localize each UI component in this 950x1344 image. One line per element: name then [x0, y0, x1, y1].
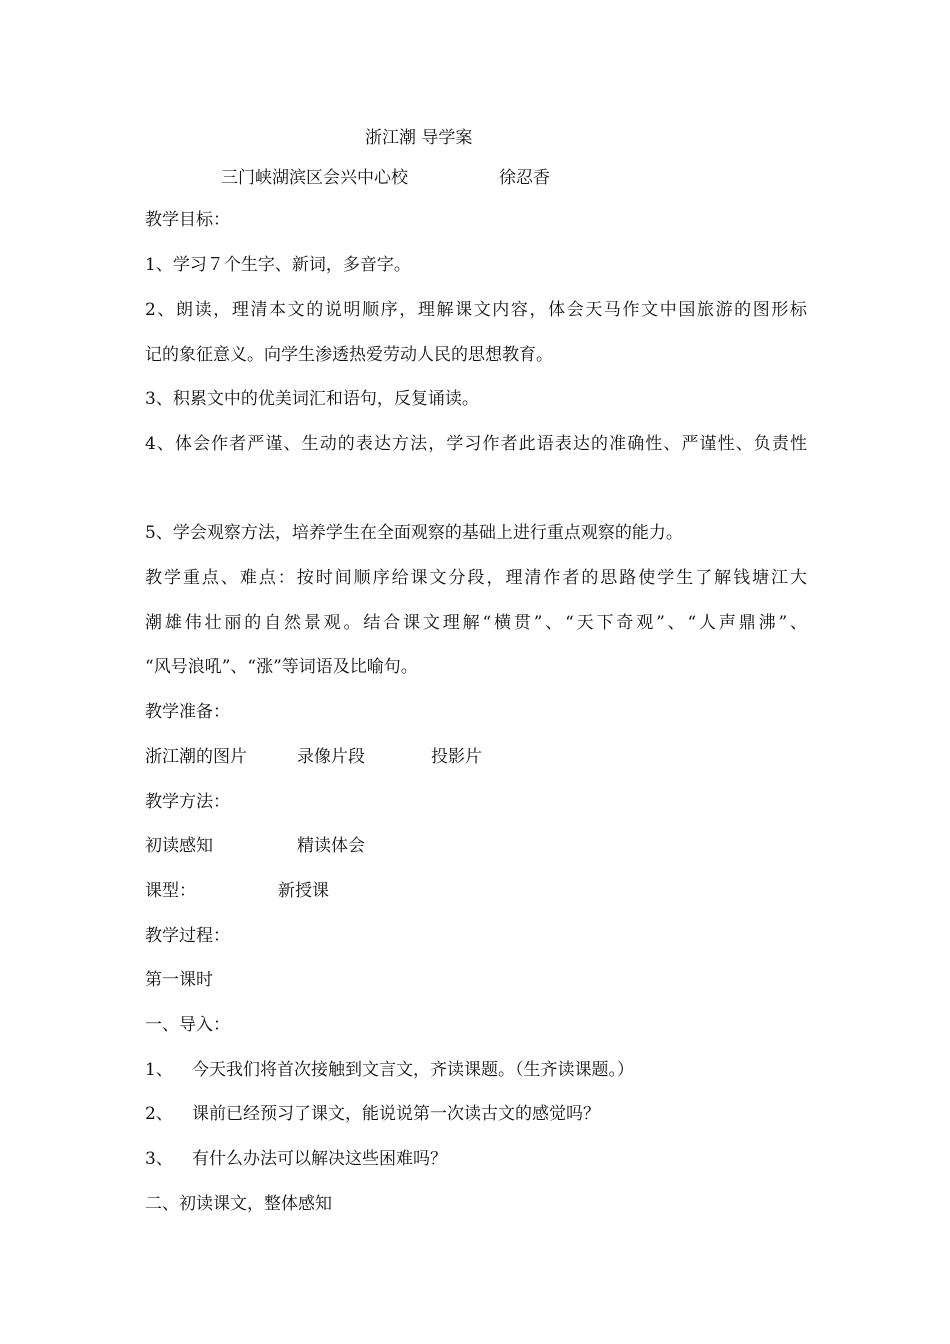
- method-heading: 教学方法：: [145, 792, 230, 812]
- intro-step-1-number: 1、: [145, 1060, 173, 1080]
- prep-item-slides: 投影片: [431, 747, 482, 767]
- section-intro-heading: 一、导入：: [145, 1015, 230, 1035]
- intro-step-2-text: 课前已经预习了课文，能说说第一次读古文的感觉吗？: [192, 1104, 600, 1124]
- prep-item-pictures: 浙江潮的图片: [145, 747, 247, 767]
- process-heading: 教学过程：: [145, 926, 230, 946]
- intro-step-2-number: 2、: [145, 1104, 173, 1124]
- prep-heading: 教学准备：: [145, 702, 230, 722]
- school-name: 三门峡湖滨区会兴中心校: [221, 168, 408, 188]
- objective-5: 5、学会观察方法，培养学生在全面观察的基础上进行重点观察的能力。: [145, 523, 683, 543]
- objective-4: 4、体会作者严谨、生动的表达方法，学习作者此语表达的准确性、严谨性、负责性: [145, 434, 807, 454]
- intro-step-3-number: 3、: [145, 1149, 173, 1169]
- objective-2: 2、朗读，理清本文的说明顺序，理解课文内容，体会天马作文中国旅游的图形标: [145, 300, 807, 320]
- key-points-3: “风号浪吼”、“涨”等词语及比喻句。: [145, 657, 418, 677]
- objective-2-cont: 记的象征意义。向学生渗透热爱劳动人民的思想教育。: [145, 345, 553, 365]
- key-points-2: 潮雄伟壮丽的自然景观。结合课文理解“横贯”、“天下奇观”、“人声鼎沸”、: [145, 613, 807, 633]
- method-initial-reading: 初读感知: [145, 836, 213, 856]
- intro-step-3-text: 有什么办法可以解决这些困难吗？: [192, 1149, 447, 1169]
- lesson-period: 第一课时: [145, 970, 213, 990]
- objectives-heading: 教学目标：: [145, 210, 230, 230]
- intro-step-1-text: 今天我们将首次接触到文言文，齐读课题。（生齐读课题。）: [192, 1060, 634, 1080]
- method-close-reading: 精读体会: [297, 836, 365, 856]
- objective-3: 3、积累文中的优美词汇和语句，反复诵读。: [145, 389, 479, 409]
- author-name: 徐忍香: [499, 168, 550, 188]
- prep-item-video: 录像片段: [297, 747, 365, 767]
- objective-1: 1、学习７个生字、新词，多音字。: [145, 255, 411, 275]
- lesson-type-value: 新授课: [278, 881, 329, 901]
- doc-title: 浙江潮 导学案: [365, 128, 473, 148]
- key-points-1: 教学重点、难点：按时间顺序给课文分段，理清作者的思路使学生了解钱塘江大: [145, 568, 807, 588]
- section-reading-heading: 二、初读课文，整体感知: [145, 1194, 332, 1214]
- lesson-type-label: 课型：: [145, 881, 196, 901]
